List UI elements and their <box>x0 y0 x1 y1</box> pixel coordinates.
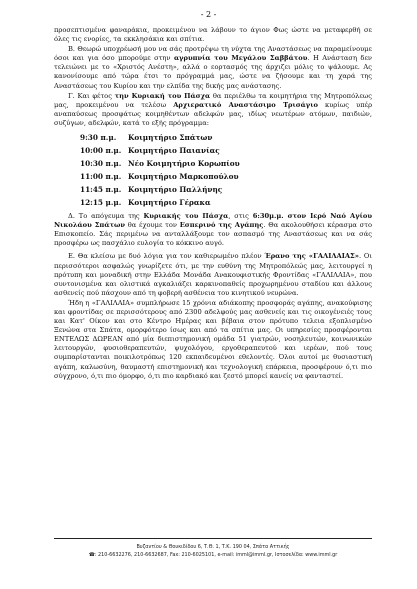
footer-address: Βυζαντίου & Θουκιδίδου 6, Τ.Θ. 1, Τ.Κ. 190 04, Σπάτα Αττικής <box>136 544 290 550</box>
paragraph-galilaia-services: Ήδη η «ΓΑΛΙΛΑΙΑ» συμπλήρωσε 15 χρόνια αδιάκοπης προσφοράς αγάπης, ανακούφισης και φροντίδας σε περισσότερους από 2300 αδελφούς μας ασθενείς και τις οικογένειές τους και Κατ' Οίκον και στο Κέντρο Ημέρας και βέβαια στον πρότυπο τελεια εξοπλισμένο Ξενώνα στα Σπάτα, ομορφότερο ίσως και από τα σπίτια μας. Οι υπηρεσίες προσφέρονται ΕΝΤΕΛΩΣ ΔΩΡΕΑΝ από μία διεπιστημονική ομάδα 51 γιατρών, νοσηλευτών, κοινωνικών λειτουργών, φυσιοθεραπευτών, ψυχολόγου, εργοθεραπευτού και ιερέων, πού τους συμπαρίστανται ποικιλοτρόπως 120 εκπαιδευμένοι εθελοντές. Όλοι αυτοί με θυσιαστική αγάπη, καλωσύνη, θαυμαστή επιστημονική και τεχνολογική επάρκεια, προσφέρουν ό,τι πιο σύγχρονο, ό,τι πιο όμορφο, ό,τι πιο καρδιακό και ζεστό μπορεί κανείς να φανταστεί. <box>54 298 372 380</box>
schedule-place: Κοιμητήριο Μαρκοπούλου <box>128 172 239 182</box>
schedule-place: Κοιμητήριο Γέρακα <box>128 198 211 208</box>
paragraph-vigil: Β. Θεωρώ υποχρέωσή μου να σάς προτρέψω τη νύχτα της Αναστάσεως να παραμείνουμε όσοι και για όσο μπορούμε στην αγρυπνία του Μεγάλου Σαββάτου. Η Ανάσταση δεν τελειώνει με το «Χριστός Ανέστη», αλλά ο εορτασμός της άρχιζει μόλις το ψάλουμε. Ας κανονίσουμε από τώρα έτσι το πρόγραμμά μας, ώστε να ζήσουμε και τη χαρά της Αναστάσεως του Κυρίου και την ελπίδα της δικής μας ανάστασης. <box>54 45 372 90</box>
schedule-time: 10:30 π.μ. <box>80 159 122 169</box>
cemetery-schedule <box>54 131 372 209</box>
schedule-place: Νέο Κοιμητήριο Κορωπίου <box>128 159 240 169</box>
galilaia-fund-highlight: Έρανο της «ΓΑΛΙΛΑΙΑΣ» <box>264 252 359 261</box>
vigil-highlight: αγρυπνία του Μεγάλου Σαββάτου <box>173 54 308 63</box>
schedule-time: 12:15 μ.μ. <box>80 198 122 208</box>
trisagion-highlight: Αρχιερατικό Αναστάσιμο Τρισάγιο <box>173 100 318 109</box>
schedule-place: Κοιμητήριο Παλλήνης <box>128 185 223 195</box>
schedule-time: 9:30 π.μ. <box>80 133 117 143</box>
schedule-row <box>54 157 372 170</box>
schedule-row <box>54 170 372 183</box>
vespers-location-highlight: 6:30μ.μ. στον Ιερό Ναό Αγίου Νικολάου Σπάτων <box>54 212 372 230</box>
vespers-name-highlight: Εσπερινό της Αγάπης <box>179 221 264 230</box>
easter-sunday-highlight: την Κυριακή του Πάσχα <box>114 91 211 100</box>
letterhead-footer <box>54 538 372 559</box>
schedule-place: Κοιμητήριο Παιανίας <box>128 146 220 156</box>
footer-contacts: ☎: 210-6632276, 210-6632687, Fax: 210-6025101, e-mail: imml@imml.gr, Ιστοσελίδα: www.imml.gr <box>88 552 338 558</box>
paragraph-galilaia-appeal: Ε. Θα κλείσω με δυό λόγια για τον καθιερωμένο πλέον Έρανο της «ΓΑΛΙΛΑΙΑΣ». Οι περισσότεροι ασφαλώς γνωρίζετε ότι, με την ευθύνη της Μητροπόλεώς μας, λειτουργεί η πρότυπη και μοναδική στην Ελλάδα Μονάδα Ανακουφιστικής Φροντίδας «ΓΑΛΙΛΑΙΑ», που συντονισμένα και ολιστικά αγκαλιάζει καρκινοπαθείς προχωρημένου σταδίου και άλλους ασθενείς πού πάσχουν από τη φοβερή ασθένεια του κινητικού νευρώνα. <box>54 252 372 297</box>
schedule-row <box>54 131 372 144</box>
schedule-place: Κοιμητήριο Σπάτων <box>128 133 213 143</box>
paragraph-intro: προσεπτισμένα φαναράκια, προκειμένου να λάβουν το άγιον Φως ώστε να μεταφερθή σε όλες τις ενορίες, τα εκκλησάκια και σπίτια. <box>54 26 372 44</box>
schedule-row <box>54 144 372 157</box>
schedule-time: 10:00 π.μ. <box>80 146 122 156</box>
letter-body <box>54 26 372 382</box>
page-number: - 2 - <box>200 10 217 19</box>
paragraph-vespers: Δ. Το απόγευμα της Κυριακής του Πάσχα, στις 6:30μ.μ. στον Ιερό Ναό Αγίου Νικολάου Σπάτων θα έχουμε τον Εσπερινό της Αγάπης. Θα ακολουθήσει κέρασμα στο Επισκοπείο. Σάς περιμένω να ανταλλάξουμε τον ασπασμό της Αναστάσεως και να σάς προσφέρω ως πασχάλιο ευλογία το κόκκινο αυγό. <box>54 212 372 248</box>
schedule-time: 11:45 π.μ. <box>80 185 122 195</box>
schedule-row <box>54 196 372 209</box>
schedule-time: 11:00 π.μ. <box>80 172 122 182</box>
schedule-row <box>54 183 372 196</box>
paragraph-cemeteries: Γ. Και φέτος την Κυριακή του Πάσχα θα περιέλθω τα κοιμητήρια της Μητροπόλεως μας, προκειμένου να τελέσω Αρχιερατικό Αναστάσιμο Τρισάγιο κυρίως υπέρ αναπαύσεως προσφάτως κοιμηθέντων αδελφών μας, ιδίως νεωτέρων ατόμων, παιδιών, συζύγων, αδελφών, κατά το εξής πρόγραμμα: <box>54 91 372 127</box>
